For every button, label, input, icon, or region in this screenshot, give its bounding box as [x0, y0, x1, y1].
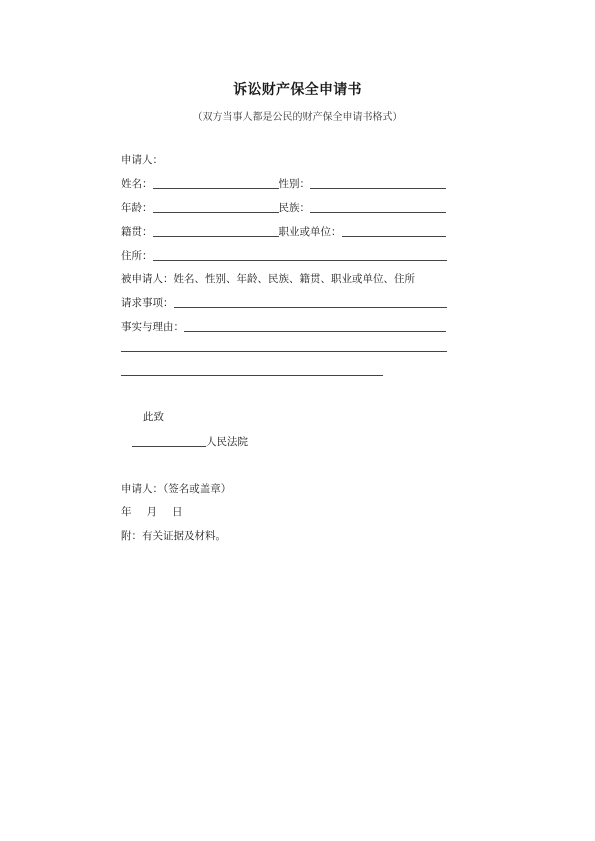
reason-continuation-rule-1[interactable]: [121, 351, 447, 352]
age-label: 年龄：: [121, 202, 153, 214]
document-title: 诉讼财产保全申请书: [233, 82, 362, 98]
name-gender-line: [121, 177, 446, 191]
request-label: 请求事项：: [121, 297, 174, 309]
age-blank[interactable]: [153, 201, 279, 213]
reason-label: 事实与理由：: [121, 321, 184, 333]
salutation-line: [143, 410, 164, 424]
date-line: [121, 505, 183, 519]
gender-label: 性别：: [278, 178, 310, 190]
address-label: 住所：: [121, 250, 153, 262]
attachment-line: [121, 529, 226, 543]
date-month: 月: [146, 506, 157, 518]
respondent-text: 被申请人：姓名、性别、年龄、民族、籍贯、职业或单位、住所: [121, 273, 415, 285]
address-line: [121, 249, 447, 263]
native-place-blank[interactable]: [153, 225, 279, 237]
name-blank[interactable]: [153, 177, 279, 189]
ethnicity-blank[interactable]: [310, 201, 446, 213]
reason-continuation-rule-2[interactable]: [121, 375, 383, 376]
attachment-text: 附：有关证据及材料。: [121, 530, 226, 542]
request-line: [121, 296, 447, 310]
reason-blank[interactable]: [184, 320, 446, 332]
salutation: 此致: [143, 411, 164, 423]
reason-line: [121, 320, 446, 334]
applicant-heading: 申请人：: [121, 154, 163, 166]
court-name-blank[interactable]: [132, 435, 206, 447]
date-year: 年: [121, 506, 132, 518]
address-blank[interactable]: [153, 249, 447, 261]
name-label: 姓名：: [121, 178, 153, 190]
document-subtitle: （双方当事人都是公民的财产保全申请书格式）: [192, 112, 403, 123]
signature-line: [121, 482, 231, 496]
signature-text: 申请人：（签名或盖章）: [121, 483, 232, 495]
occupation-blank[interactable]: [342, 225, 446, 237]
native-place-label: 籍贯：: [121, 226, 153, 238]
court-suffix: 人民法院: [206, 436, 248, 448]
respondent-line: [121, 272, 415, 286]
gender-blank[interactable]: [310, 177, 446, 189]
occupation-label: 职业或单位：: [278, 226, 342, 238]
age-ethnicity-line: [121, 201, 446, 215]
ethnicity-label: 民族：: [278, 202, 310, 214]
applicant-heading-line: [121, 153, 163, 167]
date-day: 日: [172, 506, 183, 518]
request-blank[interactable]: [174, 296, 447, 308]
court-line: [132, 435, 248, 449]
native-occupation-line: [121, 225, 446, 239]
